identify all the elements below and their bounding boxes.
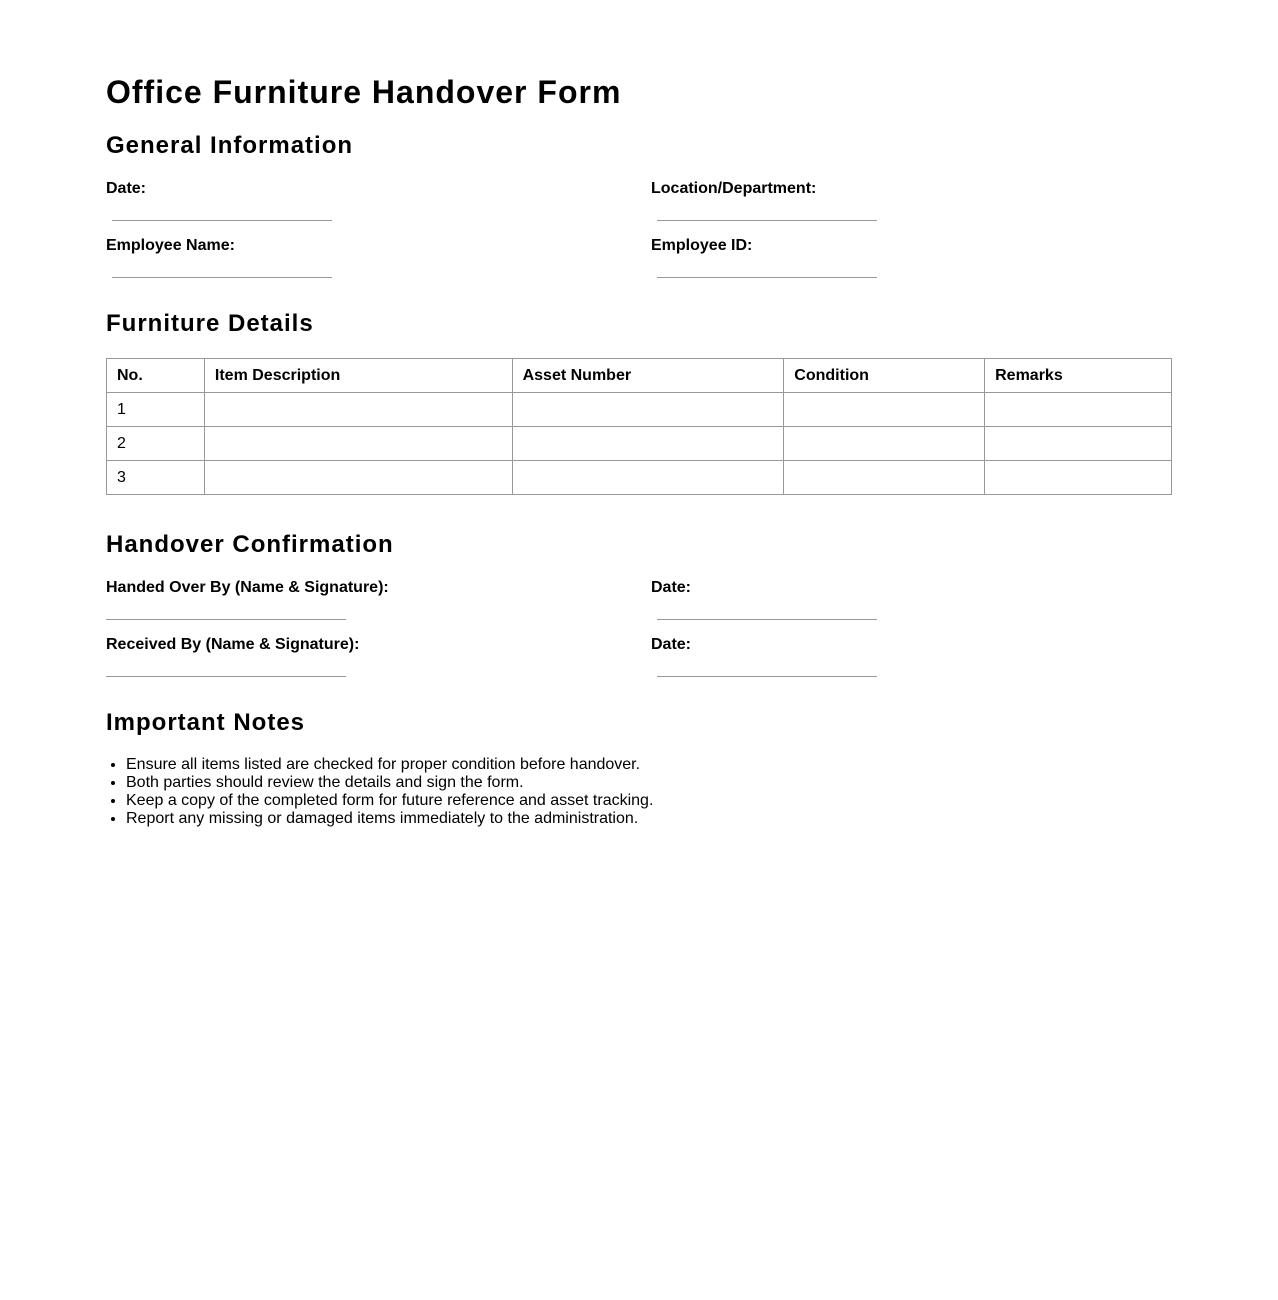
item-description-cell[interactable] (204, 393, 512, 427)
column-header-item-description: Item Description (204, 359, 512, 393)
handed-over-by-label: Handed Over By (Name & Signature): (106, 579, 389, 596)
remarks-cell[interactable] (985, 461, 1172, 495)
employee-name-label: Employee Name: (106, 237, 235, 254)
notes-list (106, 756, 653, 828)
row-number-cell: 2 (107, 427, 205, 461)
item-description-cell[interactable] (204, 427, 512, 461)
condition-cell[interactable] (784, 427, 985, 461)
row-number-cell: 3 (107, 461, 205, 495)
received-date-label: Date: (651, 636, 692, 653)
furniture-table (106, 358, 1172, 495)
list-item: • Report any missing or damaged items immediately to the administration. (126, 810, 653, 828)
location-department-label: Location/Department: (651, 180, 817, 197)
furniture-details-heading: Furniture Details (106, 310, 314, 337)
received-date-field[interactable] (657, 676, 877, 677)
page-title: Office Furniture Handover Form (106, 74, 622, 110)
column-header-remarks: Remarks (985, 359, 1172, 393)
asset-number-cell[interactable] (512, 427, 784, 461)
remarks-cell[interactable] (985, 427, 1172, 461)
item-description-cell[interactable] (204, 461, 512, 495)
location-department-field[interactable] (657, 220, 877, 221)
column-header-no: No. (107, 359, 205, 393)
date-field[interactable] (112, 220, 332, 221)
column-header-condition: Condition (784, 359, 985, 393)
received-by-field[interactable] (106, 676, 346, 677)
handed-over-date-field[interactable] (657, 619, 877, 620)
table-row (107, 427, 1172, 461)
list-item: • Ensure all items listed are checked for proper condition before handover. (126, 756, 653, 774)
handed-over-date-label: Date: (651, 579, 692, 596)
remarks-cell[interactable] (985, 393, 1172, 427)
employee-id-label: Employee ID: (651, 237, 753, 254)
asset-number-cell[interactable] (512, 461, 784, 495)
condition-cell[interactable] (784, 461, 985, 495)
table-row (107, 393, 1172, 427)
list-item: • Both parties should review the details and sign the form. (126, 774, 653, 792)
received-by-label: Received By (Name & Signature): (106, 636, 360, 653)
employee-id-field[interactable] (657, 277, 877, 278)
table-header-row (107, 359, 1172, 393)
condition-cell[interactable] (784, 393, 985, 427)
date-label: Date: (106, 180, 147, 197)
important-notes-heading: Important Notes (106, 709, 306, 736)
column-header-asset-number: Asset Number (512, 359, 784, 393)
general-info-heading: General Information (106, 132, 354, 159)
handed-over-by-field[interactable] (106, 619, 346, 620)
list-item: • Keep a copy of the completed form for future reference and asset tracking. (126, 792, 653, 810)
row-number-cell: 1 (107, 393, 205, 427)
handover-confirmation-heading: Handover Confirmation (106, 531, 394, 558)
employee-name-field[interactable] (112, 277, 332, 278)
asset-number-cell[interactable] (512, 393, 784, 427)
table-row (107, 461, 1172, 495)
